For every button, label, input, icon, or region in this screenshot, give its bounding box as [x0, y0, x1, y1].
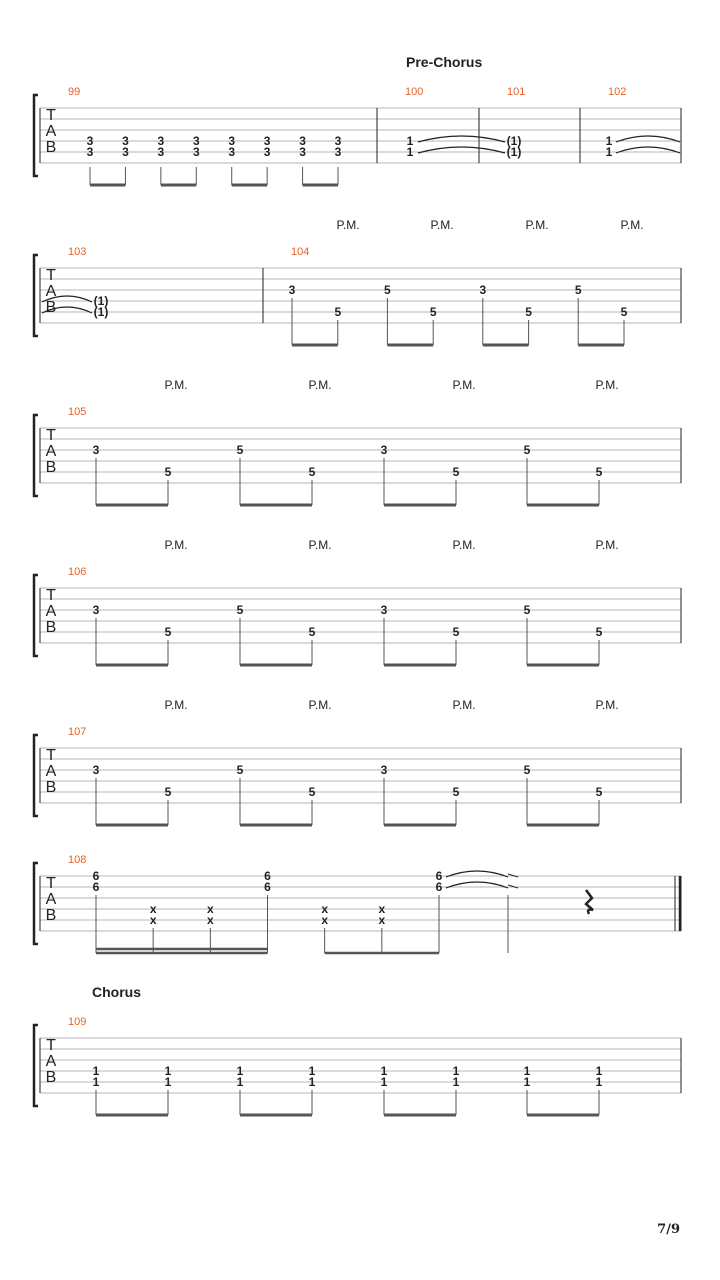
palm-mute-marking: P.M.	[595, 378, 619, 392]
fret-number: (1)	[506, 145, 522, 159]
fret-number: 3	[380, 443, 388, 457]
palm-mute-marking: P.M.	[620, 218, 644, 232]
fret-number: 1	[406, 134, 414, 148]
section-label-chorus: Chorus	[92, 984, 141, 1000]
fret-number: x	[378, 902, 386, 916]
fret-number: 6	[435, 869, 443, 883]
fret-number: 5	[523, 443, 531, 457]
fret-number: 1	[523, 1075, 531, 1089]
tab-clef-letter: B	[45, 459, 57, 476]
fret-number: 1	[236, 1064, 244, 1078]
measure-number: 107	[68, 726, 87, 738]
fret-number: 1	[605, 134, 613, 148]
fret-number: 1	[380, 1064, 388, 1078]
fret-number: 1	[595, 1064, 603, 1078]
palm-mute-marking: P.M.	[595, 698, 619, 712]
tab-clef-letter: B	[45, 139, 57, 156]
fret-number: 1	[605, 145, 613, 159]
fret-number: 3	[299, 134, 306, 148]
fret-number: 3	[263, 145, 271, 159]
fret-number: 5	[452, 785, 460, 799]
palm-mute-marking: P.M.	[336, 218, 360, 232]
fret-number: 6	[264, 880, 271, 894]
tab-clef-letter: B	[45, 1069, 57, 1086]
fret-number: 6	[92, 880, 100, 894]
tab-clef-letter: T	[46, 747, 56, 764]
fret-number: 3	[334, 145, 342, 159]
fret-number: 5	[595, 625, 603, 639]
fret-number: 3	[228, 134, 236, 148]
tab-clef-letter: A	[45, 443, 57, 460]
fret-number: 1	[523, 1064, 531, 1078]
fret-number: 3	[479, 283, 487, 297]
fret-number: 3	[92, 603, 100, 617]
tab-clef-letter: T	[46, 267, 56, 284]
measure-number: 104	[291, 246, 310, 258]
tab-clef-letter: A	[45, 763, 57, 780]
fret-number: 5	[164, 625, 172, 639]
fret-number: 3	[86, 134, 94, 148]
system-bracket	[34, 575, 38, 656]
fret-number: 1	[595, 1075, 603, 1089]
fret-number: 5	[236, 443, 244, 457]
measure-number: 101	[507, 86, 526, 98]
tab-clef-letter: T	[46, 587, 56, 604]
fret-number: 1	[308, 1064, 316, 1078]
fret-number: 1	[92, 1075, 100, 1089]
fret-number: 1	[452, 1075, 460, 1089]
tab-clef-letter: T	[46, 1037, 56, 1054]
fret-number: x	[206, 913, 214, 927]
palm-mute-marking: P.M.	[452, 378, 476, 392]
measure-number: 106	[68, 566, 87, 578]
palm-mute-marking: P.M.	[452, 538, 476, 552]
system-bracket	[34, 735, 38, 816]
fret-number: 3	[192, 134, 200, 148]
fret-number: 1	[92, 1064, 100, 1078]
measure-number: 103	[68, 246, 87, 258]
system-bracket	[34, 1025, 38, 1106]
fret-number: 5	[236, 763, 244, 777]
fret-number: 3	[122, 145, 129, 159]
fret-number: x	[149, 902, 157, 916]
fret-number: 5	[429, 305, 437, 319]
tab-clef-letter: A	[45, 603, 57, 620]
fret-number: x	[321, 913, 329, 927]
fret-number: x	[149, 913, 157, 927]
fret-number: 1	[236, 1075, 244, 1089]
palm-mute-marking: P.M.	[525, 218, 549, 232]
fret-number: 3	[228, 145, 236, 159]
quarter-rest	[586, 890, 593, 914]
palm-mute-marking: P.M.	[430, 218, 454, 232]
page-number: 7/9	[657, 1222, 680, 1237]
fret-number: 3	[334, 134, 342, 148]
measure-number: 108	[68, 854, 87, 866]
measure-number: 102	[608, 86, 627, 98]
fret-number: 5	[523, 763, 531, 777]
fret-number: 3	[157, 145, 165, 159]
fret-number: 6	[264, 869, 271, 883]
fret-number: 1	[164, 1075, 172, 1089]
fret-number: 3	[122, 134, 129, 148]
palm-mute-marking: P.M.	[164, 698, 188, 712]
fret-number: 5	[452, 625, 460, 639]
fret-number: 1	[164, 1064, 172, 1078]
tab-clef-letter: A	[45, 283, 57, 300]
fret-number: x	[206, 902, 214, 916]
fret-number: 3	[86, 145, 94, 159]
fret-number: 5	[574, 283, 582, 297]
tab-clef-letter: B	[45, 619, 57, 636]
fret-number: 5	[308, 465, 316, 479]
palm-mute-marking: P.M.	[164, 538, 188, 552]
fret-number: 5	[452, 465, 460, 479]
tab-clef-letter: B	[45, 779, 57, 796]
fret-number: 3	[299, 145, 306, 159]
fret-number: 1	[380, 1075, 388, 1089]
fret-number: 1	[452, 1064, 460, 1078]
system-bracket	[34, 255, 38, 336]
fret-number: 5	[525, 305, 532, 319]
fret-number: 3	[157, 134, 165, 148]
fret-number: x	[378, 913, 386, 927]
fret-number: (1)	[93, 305, 109, 319]
fret-number: (1)	[506, 134, 522, 148]
fret-number: 5	[384, 283, 391, 297]
tab-clef-letter: T	[46, 107, 56, 124]
fret-number: (1)	[93, 294, 109, 308]
palm-mute-marking: P.M.	[452, 698, 476, 712]
fret-number: 3	[192, 145, 200, 159]
section-label-pre-chorus: Pre-Chorus	[406, 54, 483, 70]
fret-number: 1	[308, 1075, 316, 1089]
fret-number: 1	[406, 145, 414, 159]
measure-number: 109	[68, 1016, 87, 1028]
palm-mute-marking: P.M.	[308, 378, 332, 392]
fret-number: 5	[236, 603, 244, 617]
fret-number: x	[321, 902, 329, 916]
fret-number: 5	[164, 465, 172, 479]
fret-number: 5	[308, 785, 316, 799]
palm-mute-marking: P.M.	[308, 538, 332, 552]
fret-number: 6	[92, 869, 100, 883]
fret-number: 5	[308, 625, 316, 639]
system-bracket	[34, 415, 38, 496]
fret-number: 5	[595, 465, 603, 479]
palm-mute-marking: P.M.	[164, 378, 188, 392]
fret-number: 5	[164, 785, 172, 799]
fret-number: 5	[620, 305, 628, 319]
measure-number: 100	[405, 86, 424, 98]
fret-number: 5	[523, 603, 531, 617]
fret-number: 3	[263, 134, 271, 148]
tab-clef-letter: T	[46, 427, 56, 444]
fret-number: 3	[380, 763, 388, 777]
tab-clef-letter: A	[45, 123, 57, 140]
fret-number: 3	[380, 603, 388, 617]
tab-clef-letter: A	[45, 891, 57, 908]
tab-clef-letter: B	[45, 299, 57, 316]
fret-number: 5	[334, 305, 342, 319]
palm-mute-marking: P.M.	[595, 538, 619, 552]
fret-number: 6	[435, 880, 443, 894]
tab-clef-letter: B	[45, 907, 57, 924]
system-bracket	[34, 95, 38, 176]
fret-number: 3	[92, 443, 100, 457]
fret-number: 5	[595, 785, 603, 799]
system-bracket	[34, 863, 38, 944]
measure-number: 105	[68, 406, 87, 418]
fret-number: 3	[92, 763, 100, 777]
fret-number: 3	[288, 283, 296, 297]
tab-clef-letter: A	[45, 1053, 57, 1070]
tab-clef-letter: T	[46, 875, 56, 892]
measure-number: 99	[68, 86, 81, 98]
palm-mute-marking: P.M.	[308, 698, 332, 712]
